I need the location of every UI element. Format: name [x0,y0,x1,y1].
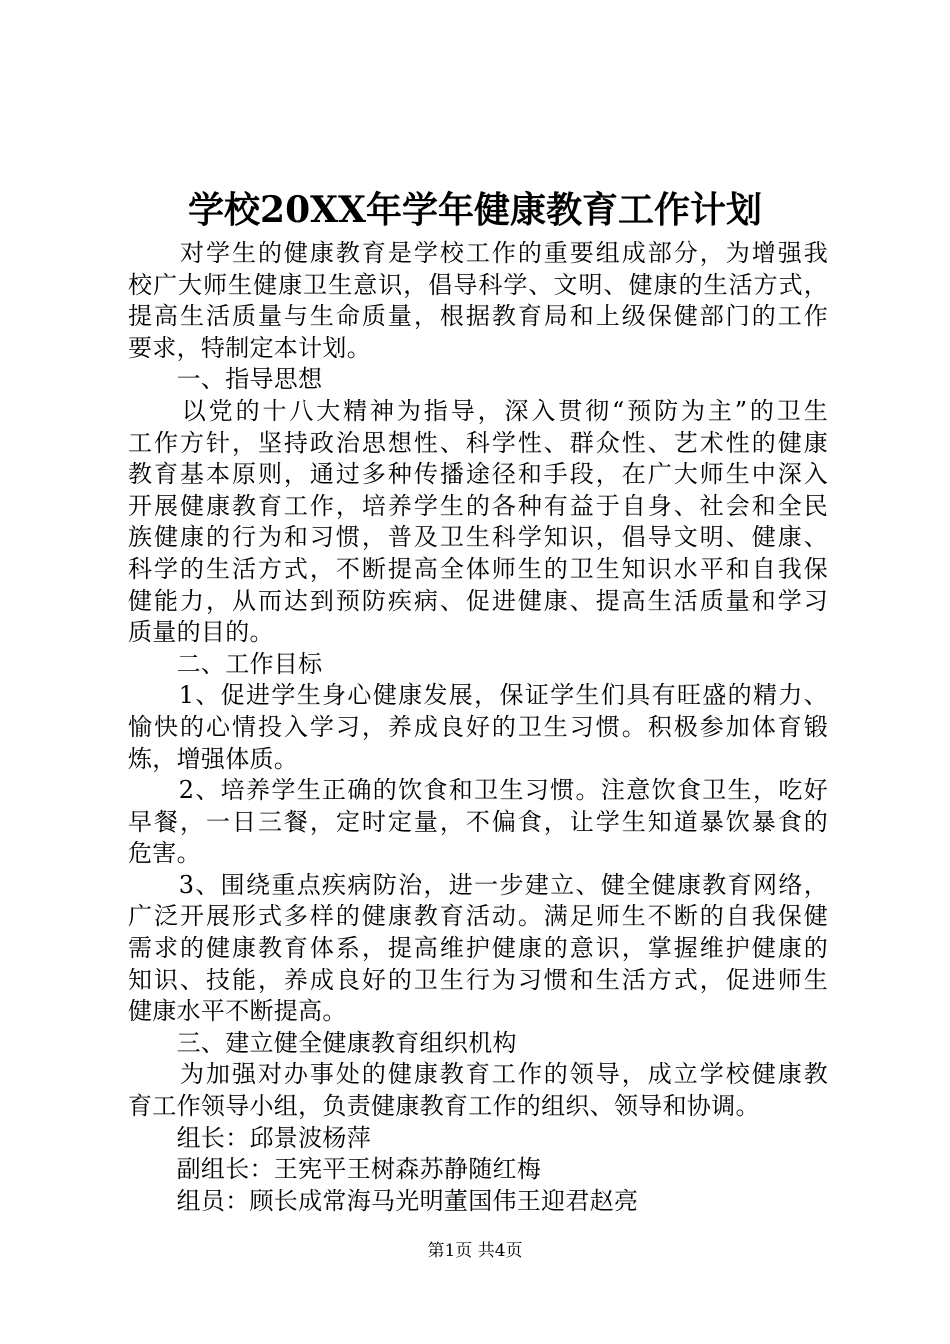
body-line: 对学生的健康教育是学校工作的重要组成部分，为增强我 [128,239,828,267]
body-line: 健能力，从而达到预防疾病、促进健康、提高生活质量和学习 [128,586,828,615]
body-line: 要求，特制定本计划。 [128,333,371,362]
body-line: 教育基本原则，通过多种传播途径和手段，在广大师生中深入 [128,460,828,489]
body-line: 育工作领导小组，负责健康教育工作的组织、领导和协调。 [128,1092,760,1121]
member-line: 组员：顾长成常海马光明董国伟王迎君赵亮 [128,1186,639,1215]
body-line: 提高生活质量与生命质量，根据教育局和上级保健部门的工作 [128,302,828,331]
member-line: 组长：邱景波杨萍 [128,1123,371,1152]
body-line: 愉快的心情投入学习，养成良好的卫生习惯。积极参加体育锻 [128,712,828,741]
member-line: 副组长：王宪平王树森苏静随红梅 [128,1155,542,1184]
body-line: 知识、技能，养成良好的卫生行为习惯和生活方式，促进师生 [128,965,828,994]
body-line: 炼，增强体质。 [128,744,299,773]
body-line: 2、培养学生正确的饮食和卫生习惯。注意饮食卫生，吃好 [128,776,828,805]
body-line: 校广大师生健康卫生意识，倡导科学、文明、健康的生活方式， [128,270,828,299]
body-line: 以党的十八大精神为指导，深入贯彻“预防为主”的卫生 [128,396,828,425]
body-line: 开展健康教育工作，培养学生的各种有益于自身、社会和全民 [128,491,828,520]
page-footer: 第1页 共4页 [427,1241,523,1261]
body-line: 危害。 [128,839,201,868]
section-heading: 三、建立健全健康教育组织机构 [128,1028,517,1057]
section-heading: 二、工作目标 [128,649,323,678]
body-line: 为加强对办事处的健康教育工作的领导，成立学校健康教 [128,1060,828,1089]
body-line: 需求的健康教育体系，提高维护健康的意识，掌握维护健康的 [128,934,828,963]
body-line: 早餐，一日三餐，定时定量，不偏食，让学生知道暴饮暴食的 [128,807,828,836]
body-line: 健康水平不断提高。 [128,997,347,1026]
body-line: 工作方针，坚持政治思想性、科学性、群众性、艺术性的健康 [128,428,828,457]
body-line: 质量的目的。 [128,618,274,647]
body-line: 科学的生活方式，不断提高全体师生的卫生知识水平和自我保 [128,554,828,583]
body-line: 3、围绕重点疾病防治，进一步建立、健全健康教育网络， [128,870,828,899]
document-title: 学校20XX年学年健康教育工作计划 [188,189,762,231]
body-line: 族健康的行为和习惯，普及卫生科学知识，倡导文明、健康、 [128,523,828,552]
body-line: 1、促进学生身心健康发展，保证学生们具有旺盛的精力、 [128,681,828,710]
body-line: 广泛开展形式多样的健康教育活动。满足师生不断的自我保健 [128,902,828,931]
section-heading: 一、指导思想 [128,365,323,394]
document-body [128,238,828,1217]
